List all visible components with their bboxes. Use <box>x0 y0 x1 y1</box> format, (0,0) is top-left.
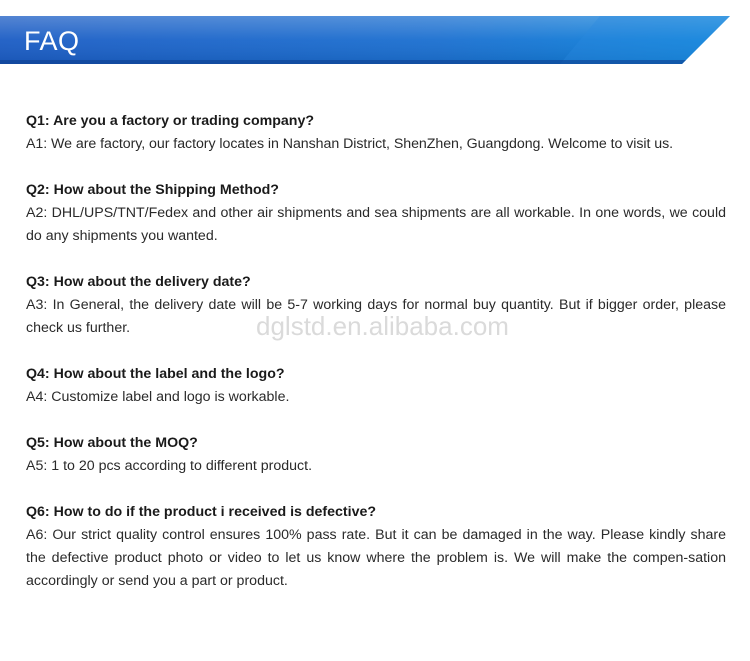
faq-item-3 <box>26 271 726 340</box>
banner-background <box>0 16 730 64</box>
faq-answer: A4: Customize label and logo is workable. <box>26 389 290 405</box>
faq-item-1 <box>26 110 726 156</box>
faq-question: Q5: How about the MOQ? <box>26 435 198 451</box>
faq-answer: A6: Our strict quality control ensures 100% pass rate. But it can be damaged in the way. Please kindly share the defective product photo or video to let us know where the problem is. We will make the compen-sation accordingly or send you a part or product. <box>26 527 726 589</box>
faq-item-4 <box>26 363 726 409</box>
faq-question: Q1: Are you a factory or trading company? <box>26 113 315 129</box>
faq-answer: A3: In General, the delivery date will be 5-7 working days for normal buy quantity. But if bigger order, please check us further. <box>26 297 726 336</box>
faq-item-2 <box>26 179 726 248</box>
faq-item-6 <box>26 501 726 593</box>
faq-question: Q2: How about the Shipping Method? <box>26 182 279 198</box>
faq-answer: A5: 1 to 20 pcs according to different product. <box>26 458 313 474</box>
faq-question: Q3: How about the delivery date? <box>26 274 251 290</box>
faq-answer: A1: We are factory, our factory locates in Nanshan District, ShenZhen, Guangdong. Welcome to visit us. <box>26 136 674 152</box>
faq-item-5 <box>26 432 726 478</box>
watermark: dglstd.en.alibaba.com <box>256 311 509 341</box>
faq-list <box>26 110 726 616</box>
faq-question: Q6: How to do if the product i received is defective? <box>26 504 377 520</box>
faq-question: Q4: How about the label and the logo? <box>26 366 285 382</box>
page-title: FAQ <box>24 26 80 56</box>
faq-answer: A2: DHL/UPS/TNT/Fedex and other air shipments and sea shipments are all workable. In one words, we could do any shipments you wanted. <box>26 205 726 244</box>
faq-header-banner <box>0 16 730 64</box>
